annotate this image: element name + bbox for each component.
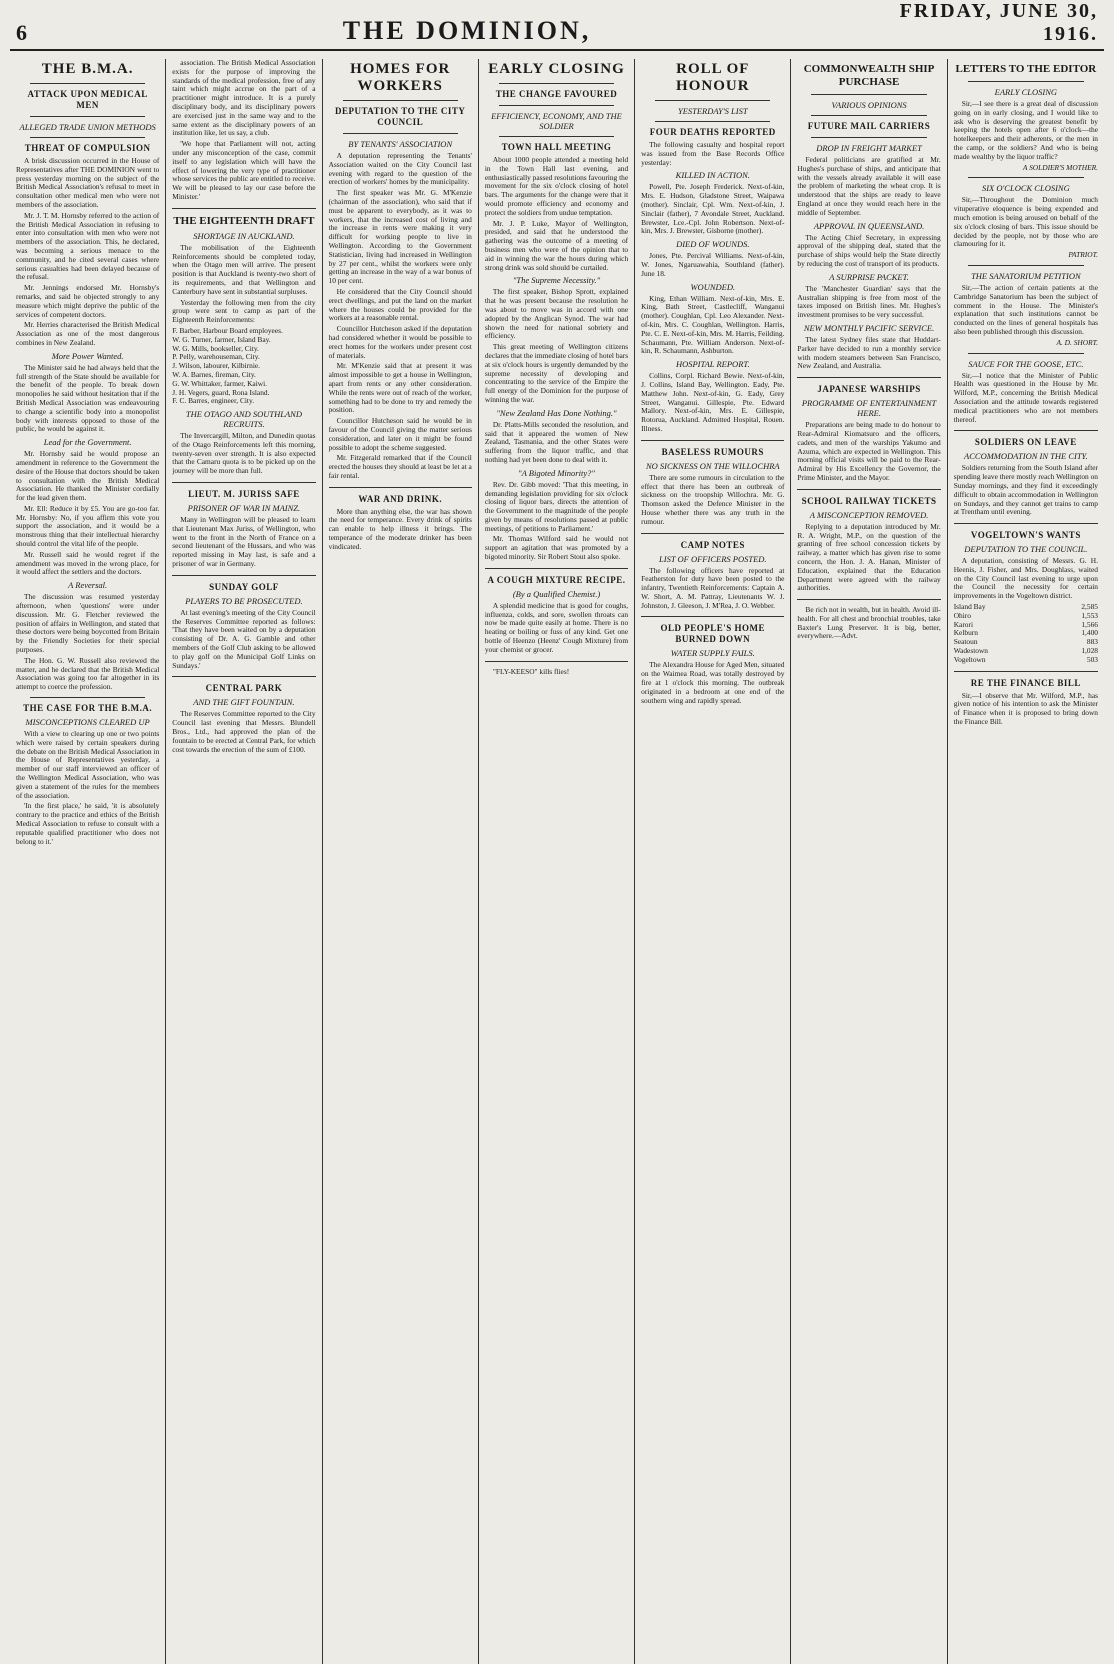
subhead-accommodation: ACCOMMODATION IN THE CITY. — [964, 451, 1088, 462]
page-number: 6 — [16, 20, 27, 45]
article-paragraph: This great meeting of Wellington citizens declares that the immediate closing of hotel bars at six o'clock hours is urgently demanded by the supreme necessity of developing and concentrating to the service of the Empire the full energy of the Dominion for the purpose of winning the war. — [484, 342, 629, 404]
article-paragraph: A deputation representing the Tenants' Association waited on the City Council last evening with regard to the question of the erection of workers' homes by the municipality. — [328, 151, 472, 187]
subhead-sanatorium: THE SANATORIUM PETITION — [971, 270, 1081, 281]
divider — [968, 177, 1084, 178]
headline-cough: A COUGH MIXTURE RECIPE. — [487, 574, 626, 585]
divider — [499, 136, 614, 137]
crosshead: KILLED IN ACTION. — [675, 170, 750, 181]
divider — [641, 616, 784, 617]
headline-finance-bill: RE THE FINANCE BILL — [970, 677, 1081, 688]
divider — [954, 523, 1098, 524]
article-paragraph: The discussion was resumed yesterday afternoon, when 'questions' were under discussion. Mr. G. Fletcher reviewed the position of affairs in Wellington, and stated that these doctors were being boycotted from Britain by the Friendly Societies for their special purposes. — [16, 592, 160, 655]
subhead-water: WATER SUPPLY FAILS. — [670, 648, 755, 659]
article-paragraph: A brisk discussion occurred in the House of Representatives after THE DOMINION went to press yesterday morning on the subject of the British Medical Association's refusal to meet in consultation other medical men who were not members of the association. — [16, 156, 160, 209]
divider — [499, 105, 614, 106]
divider — [968, 353, 1084, 354]
headline-sunday-golf: SUNDAY GOLF — [209, 581, 279, 592]
article-paragraph: The Alexandra House for Aged Men, situated on the Waimea Road, was totally destroyed by fire at 1 o'clock this morning. The outbreak originated in a bedroom at one end of the southern wing and rapidly spread. — [641, 660, 785, 705]
article-paragraph: The latest Sydney files state that Huddart-Parker have decided to run a monthly service with modern steamers between San Francisco, New Zealand, and Australia. — [797, 334, 941, 371]
subhead-prisoner: PRISONER OF WAR IN MAINZ. — [187, 503, 301, 514]
headline-letters: LETTERS TO THE EDITOR — [955, 63, 1097, 75]
advertisement: "FLY-KEESO" kills flies! — [492, 666, 570, 676]
divider — [811, 115, 926, 116]
headline-japanese-warships: JAPANESE WARSHIPS — [817, 384, 921, 395]
letter-signature: A. D. SHORT. — [1056, 337, 1098, 347]
article-paragraph: There are some rumours in circulation to the effect that there has been an outbreak of sickness on the troopship Willochra. Mr. G. Thomson asked the Defence Minister in the House whether there was any truth in the rumour. — [641, 472, 785, 526]
divider — [485, 568, 628, 569]
issue-date: FRIDAY, JUNE 30, 1916. — [899, 0, 1098, 45]
divider — [30, 137, 145, 138]
divider — [499, 83, 614, 84]
table-cell-label: Vogeltown — [953, 654, 986, 664]
subhead-council-deputation: DEPUTATION TO THE COUNCIL. — [964, 544, 1088, 555]
divider — [954, 430, 1098, 431]
subhead-six-oclock: SIX O'CLOCK CLOSING — [981, 183, 1070, 194]
advertisement: Be rich not in wealth, but in health. Avoid ill-health. For all chest and bronchial troubles, take Baxter's Lung Preserver. It is big, better, everywhere.—Advt. — [797, 605, 941, 641]
table-cell-value: 883 — [1086, 637, 1098, 647]
list-item: F. C. Barres, engineer, City. — [172, 396, 255, 406]
subhead-deputation: DEPUTATION TO THE CITY COUNCIL — [334, 106, 466, 127]
letter-paragraph: Sir,—I observe that Mr. Wilford, M.P., has given notice of his intention to ask the Minister of Finance when it is proposed to bring down the Finance Bill. — [953, 690, 1098, 727]
divider — [968, 265, 1084, 266]
table-row — [954, 603, 1098, 612]
table-cell-value: 1,566 — [1081, 619, 1098, 629]
divider — [655, 121, 770, 122]
column-3 — [323, 59, 479, 1664]
divider — [968, 81, 1084, 82]
list-item: W. G. Mills, bookseller, City. — [172, 343, 259, 353]
headline-bma: THE B.M.A. — [41, 61, 134, 77]
divider — [811, 94, 926, 95]
headline-central-park: CENTRAL PARK — [205, 683, 283, 694]
table-cell-value: 1,028 — [1081, 646, 1098, 656]
article-paragraph: Mr. Ell: Reduce it by £5. You are go-too far. Mr. Hornsby: No, if you affirm this vote you support the association, and it would be a monstrous thing that their intellectual hierarchy should control the vital life of the people. — [16, 503, 160, 549]
article-paragraph: The Minister said he had always held that the full strength of the State should be available for the benefit of the people. To break down monopolies he said without hesitation that if the British Medical Association was endeavouring to change a scientific body into a monopolist body with interests opposed to those of the public, he would be against it. — [16, 362, 160, 434]
list-item: F. Barber, Harbour Board employees. — [172, 325, 283, 335]
headline-school-tickets: SCHOOL RAILWAY TICKETS — [801, 495, 937, 506]
subhead-chemist: (By a Qualified Chemist.) — [512, 588, 601, 599]
crosshead: NEW MONTHLY PACIFIC SERVICE. — [803, 322, 935, 333]
article-paragraph: Mr. Fitzgerald remarked that if the Council erected the houses they should at least be let at a fair rental. — [328, 453, 472, 480]
article-paragraph: Rev. Dr. Gibb moved: 'That this meeting, in demanding legislation providing for six o'clock closing of liquor bars, directs the attention of the Government to the magnitude of the people given by means of resolutions passed at public meetings, of petitions to Parliament.' — [484, 479, 629, 533]
divider — [343, 100, 458, 101]
divider — [641, 533, 784, 534]
divider — [30, 83, 145, 84]
article-paragraph: About 1000 people attended a meeting held in the Town Hall last evening, and enthusiastically passed resolutions favouring the movement for the six o'clock closing of hotel bars. The arguments for the change were that it would promote efficiency and economy and protect the soldiers from undue temptation. — [484, 155, 629, 217]
list-item: G. W. Whittaker, farmer, Kaiwi. — [172, 378, 267, 388]
divider — [954, 671, 1098, 672]
divider — [172, 575, 315, 576]
subhead-officers: LIST OF OFFICERS POSTED. — [659, 553, 767, 564]
subhead-prosecuted: PLAYERS TO BE PROSECUTED. — [185, 595, 303, 606]
list-item: P. Pelly, warehouseman, City. — [172, 352, 260, 362]
divider — [30, 116, 145, 117]
table-cell-value: 503 — [1086, 654, 1098, 664]
headline-roll-honour: ROLL OF HONOUR — [676, 61, 750, 94]
newspaper-title: THE DOMINION, — [342, 16, 592, 45]
recruit-list — [172, 327, 315, 406]
headline-vogeltown: VOGELTOWN'S WANTS — [970, 530, 1081, 541]
subhead-four-deaths: FOUR DEATHS REPORTED — [649, 127, 776, 137]
letter-paragraph: Sir,—I see there is a great deal of discussion going on in early closing, and I would like to ask who is deserving the greatest benefit by keeping the hotels open after 6 o'clock—the hotelkeepers and their adherents, or the men in the camp, or the soldiers? And who is being made wealthy by the liquor traffic? — [953, 99, 1098, 161]
table-cell-label: Kelburn — [953, 628, 978, 638]
article-paragraph: Mr. J. T. M. Hornsby referred to the action of the British Medical Association in refusing to enter into consultation with men who were not members of the association. This, he declared, was becoming a serious menace to the community, and he cited several cases where serious casualties had been delayed because of the refusal. — [16, 210, 160, 282]
article-paragraph: Dr. Platts-Mills seconded the resolution, and said that it appeared the women of New Zealand, Tasmania, and the other States were suffering from the liquor traffic, and that nothing had yet been done to deal with it. — [484, 419, 629, 464]
divider — [641, 440, 784, 441]
divider — [172, 676, 315, 677]
letter-paragraph: Sir,—I notice that the Minister of Public Health was questioned in the House by Mr. Wilford, M.P., concerning the British Medical Association and the attitude towards registered medical practitioners who are not members thereof. — [953, 370, 1098, 424]
suburb-table — [954, 603, 1098, 665]
subhead-misconception: A MISCONCEPTION REMOVED. — [809, 509, 929, 520]
article-paragraph: The Reserves Committee reported to the City Council last evening that Messrs. Blundell Bros., Ltd., had approved the plan of the fountain to be erected at Central Park, for which cost towards the erection of the sum of £100. — [172, 709, 316, 754]
column-7 — [948, 59, 1104, 1664]
divider — [172, 208, 315, 209]
subhead-town-hall: TOWN HALL MEETING — [501, 142, 612, 152]
headline-lieut: LIEUT. M. JURISS SAFE — [188, 489, 300, 500]
column-4 — [479, 59, 635, 1664]
article-paragraph: The first speaker was Mr. G. M'Kenzie (chairman of the association), who said that if must be apparent to everybody, as it was to workers, that the increased cost of living and the increase in rents were making it very difficult for working people to live in Wellington. According to the Government Statistician, living had increased in Wellington by 27 per cent., whilst the workers were only getting an increase in the way of a war bonus of 10 per cent. — [328, 188, 472, 286]
article-paragraph: A splendid medicine that is good for coughs, influenza, colds, and sore, swollen throats can now be made quite easily at home. There is no heating or boiling or fuss of any kind. Get one bottle of Heenzo (Heenz' Cough Mixture) from your chemist or grocer. — [484, 600, 629, 654]
subhead-early-closing: EARLY CLOSING — [994, 87, 1058, 97]
subhead-shortage: SHORTAGE IN AUCKLAND. — [193, 230, 295, 241]
letter-signature: PATRIOT. — [1068, 250, 1098, 260]
article-paragraph: The 'Manchester Guardian' says that the Australian shipping is free from most of the taxes imposed on British lines. Mr. Hughes's investment promises to be very successful. — [797, 283, 941, 320]
divider — [329, 487, 472, 488]
list-item: W. A. Barnes, fireman, City. — [172, 369, 256, 379]
subhead-otago: THE OTAGO AND SOUTHLAND RECRUITS. — [185, 409, 302, 430]
article-paragraph: Councillor Hutcheson said he would be in favour of the Council giving the matter serious consideration, and later on it might be found possible to adopt the scheme suggested. — [328, 416, 472, 452]
table-cell-label: Karori — [953, 619, 973, 629]
table-row — [954, 656, 1098, 665]
article-paragraph: Councillor Hutcheson asked if the deputation had considered whether it would be possible to erect homes for the workers under present cost of materials. — [328, 324, 472, 360]
crosshead: Lead for the Government. — [43, 437, 132, 448]
article-paragraph: 'We hope that Parliament will not, acting under any misconception of the case, commit itself to any legislation which will have the effect of lowering the very type of practitioner whose services the public are entitled to receive. We will be pleased to lay our case before the Minister.' — [172, 139, 316, 201]
table-cell-label: Island Bay — [953, 602, 986, 612]
article-paragraph: Mr. Russell said he would regret if the amendment was moved in the wrong place, for it would affect the settlers and the doctors. — [16, 549, 160, 577]
article-paragraph: Mr. Herries characterised the British Medical Association as one of the most dangerous combines in New Zealand. — [16, 320, 160, 347]
article-paragraph: Powell, Pte. Joseph Frederick. Next-of-kin, Mrs. E. Hudson, Gladstone Street, Waipawa (mother). Sinclair, Cpl. Wm. Next-of-kin, J. Sinclair (father), 7 Avondale Street, Auckland. Brewster, Lce.-Cpl. John Robertson. Next-of-kin, Mrs. J. Brewster, Gisborne (mother). — [641, 182, 785, 236]
subhead-sauce: SAUCE FOR THE GOOSE, ETC. — [968, 358, 1084, 369]
article-paragraph: The following officers have reported at Featherston for duty have been posted to the infantry, Twentieth Reinforcements: Captain A. W. Short, A. M. Pattray, Lieutenants W. J. Johnston, J. Gleeson, J. M'Rea, J. O. Webber. — [641, 565, 785, 610]
columns — [10, 59, 1104, 1664]
subhead-willochra: NO SICKNESS ON THE WILLOCHRA — [645, 460, 780, 471]
table-cell-value: 1,553 — [1081, 610, 1098, 620]
article-paragraph: Mr. Hornsby said he would propose an amendment in reference to the Government the desire of the House that doctors should be taken to consultation with the British Medical Association. He thanked the Minister cordially for the lead given them. — [16, 449, 160, 503]
headline-camp-notes: CAMP NOTES — [680, 539, 745, 550]
divider — [655, 100, 770, 101]
masthead — [10, 0, 1104, 51]
subhead-freight: DROP IN FREIGHT MARKET — [816, 143, 922, 153]
headline-baseless: BASELESS RUMOURS — [661, 446, 764, 457]
article-paragraph: Many in Wellington will be pleased to learn that Lieutenant Max Juriss, of Wellington, who went to the front in the North of France on a second lieutenant of the Hussars, and who was reported missing in May last, is safe and a prisoner of war in Germany. — [172, 515, 316, 569]
article-paragraph: Yesterday the following men from the city group were sent to camp as part of the Eighteenth Reinforcements: — [172, 297, 316, 325]
article-paragraph: 'In the first place,' he said, 'it is absolutely contrary to the practice and ethics of the British Medical Association to refuse to consult with a reputable qualified practitioner who does not belong to it.' — [16, 801, 160, 846]
divider — [797, 599, 940, 600]
article-paragraph: The following casualty and hospital report was issued from the Base Records Office yesterday: — [641, 140, 785, 167]
article-paragraph: At last evening's meeting of the City Council the Reserves Committee reported as follows: 'That they have been waited on by a deputation consisting of Dr. A. G. Gamble and other members of the Golf Club asking to be allowed to play golf on the Municipal Golf Links on Sundays.' — [172, 607, 316, 670]
article-paragraph: King, Ethan William. Next-of-kin, Mrs. E. King, Bath Street, Castlecliff, Wanganui (mother). Coughlan, Cpl. Leo Alexander. Next-of-kin, Mrs. C. Coughlan, Wellington. Harris, Pte. C. E. Next-of-kin, Mrs. M. Harris, Feilding. Schaumann, Pte. William Anderson. Next-of-kin, R. Schaumann, Ashburton. — [641, 293, 785, 356]
article-paragraph: association. The British Medical Association exists for the purpose of improving the standards of the medical profession, free of any taint which might accrue on the part of a practitioner might introduce. It is a purely disciplinary body, and its disciplinary powers are exercised just in the same way and to the same extent as the disciplinary powers of an institution like, let us say, a club. — [172, 59, 316, 138]
subhead-tenants: BY TENANTS' ASSOCIATION — [348, 139, 453, 149]
article-paragraph: The Acting Chief Secretary, in expressing approval of the shipping deal, stated that the purchase of ships would help the State directly by reducing the cost of transport of its products. — [797, 232, 941, 268]
article-paragraph: Mr. Jennings endorsed Mr. Hornsby's remarks, and said he objected strongly to any measure which might deprive the public of the services of competent doctors. — [16, 283, 160, 319]
article-paragraph: A deputation, consisting of Messrs. G. H. Heenis, J. Fisher, and Mrs. Doughlass, waited on the City Council last evening to urge upon the Council the necessity for certain improvements in the Vogeltown district. — [953, 556, 1098, 601]
column-2 — [166, 59, 322, 1664]
article-paragraph: Replying to a deputation introduced by Mr. R. A. Wright, M.P., on the question of the granting of free school concession tickets by railway, a matter which has given rise to some concern, the Hon. J. A. Hanan, Minister of Education, explained that the Education Department were agreed with the railway authorities. — [797, 521, 941, 593]
crosshead: "A Bigoted Minority?" — [518, 467, 595, 478]
list-item: J. Wilson, labourer, Kilbirnie. — [172, 361, 261, 371]
crosshead: A SURPRISE PACKET. — [829, 271, 909, 282]
article-paragraph: The mobilisation of the Eighteenth Reinforcements should be completed today, when the Otago men will arrive. The present position is that Auckland is twenty-two short of its requirements, and that Wellington and Canterbury have sent in substantial surpluses. — [172, 242, 316, 296]
crosshead: WOUNDED. — [690, 281, 736, 292]
table-cell-label: Ohiro — [953, 610, 971, 620]
crosshead: "The Supreme Necessity." — [512, 275, 601, 286]
subhead-trade-union: ALLEGED TRADE UNION METHODS — [19, 122, 156, 132]
subhead-change: THE CHANGE FAVOURED — [495, 89, 618, 99]
article-paragraph: The Invercargill, Milton, and Dunedin quotas of the Otago Reinforcements left this morning, twenty-seven over strength. It is also expected that the Camaru quota is to be picked up on the journey will be more than full. — [172, 431, 316, 476]
divider — [172, 482, 315, 483]
divider — [485, 661, 628, 662]
headline-early-closing: EARLY CLOSING — [488, 61, 625, 77]
headline-case-bma: THE CASE FOR THE B.M.A. — [23, 703, 153, 714]
list-item: W. G. Turner, farmer, Island Bay. — [172, 334, 271, 344]
table-cell-label: Seatoun — [953, 637, 978, 647]
table-row — [954, 612, 1098, 621]
subhead-opinions: VARIOUS OPINIONS — [831, 100, 907, 110]
table-cell-label: Wadestown — [953, 646, 988, 656]
article-paragraph: Federal politicians are gratified at Mr. Hughes's purchase of ships, and anticipate that with the vessels already available it will ease the problem of marketing the wheat crop. It is understood that the ships are ready to leave England at once they would reach here in the middle of September. — [797, 155, 941, 217]
headline-commonwealth: COMMONWEALTH SHIP PURCHASE — [803, 63, 935, 88]
headline-old-peoples-home: OLD PEOPLE'S HOME BURNED DOWN — [660, 623, 766, 645]
column-6 — [791, 59, 947, 1664]
headline-homes-workers: HOMES FOR WORKERS — [350, 61, 451, 94]
article-paragraph: More than anything else, the war has shown the need for temperance. Every drink of spirits can enable to help illness it brings. The temperance of the moderate drinker has been vindicated. — [328, 506, 472, 551]
article-paragraph: Mr. Thomas Wilford said he would not support an agitation that was promoted by a bigoted minority. Sir Robert Stout also spoke. — [484, 534, 629, 562]
article-paragraph: The first speaker, Bishop Sprott, explained that he was present because the resolution he was about to move was in accord with one adopted by the Anglican Synod. The war had shown the need for national sobriety and efficiency. — [484, 287, 629, 341]
letter-paragraph: Sir,—Throughout the Dominion much vituperative eloquence is being expended and much emotion is being aroused on behalf of the six o'clock closing of bars. This issue should be decided by the people, not by those who are clamouring for it. — [953, 195, 1098, 249]
divider — [797, 377, 940, 378]
crosshead: "New Zealand Has Done Nothing." — [496, 407, 617, 418]
crosshead: More Power Wanted. — [51, 350, 124, 361]
headline-war-drink: WAR AND DRINK. — [358, 493, 443, 504]
subhead-mail-carriers: FUTURE MAIL CARRIERS — [807, 121, 931, 131]
list-item: J. H. Vegers, guard, Rona Island. — [172, 387, 270, 397]
article-paragraph: Collins, Corpl. Richard Bewie. Next-of-kin, J. Collins, Island Bay, Wellington. Eady, Pte. Matthew John. Next-of-kin, G. Eady, Grey Street, Wanganui. Gillespie, Pte. Edward Mallory. Next-of-kin, Mrs. E. Gillespie, Rotorua, Auckland. Admitted Hospital, Rouen. Illness. — [641, 371, 785, 433]
subhead-entertainment: PROGRAMME OF ENTERTAINMENT HERE. — [801, 398, 937, 419]
letter-signature: A SOLDIER'S MOTHER. — [1022, 162, 1098, 172]
article-paragraph: Mr. J. P. Luke, Mayor of Wellington, presided, and said that he understood the gathering was the outcome of a meeting of business men who were of the opinion that to aid in winning the war the hours during which strong drink was sold should be curtailed. — [484, 218, 629, 272]
article-paragraph: Soldiers returning from the South Island after spending leave there mostly reach Wellington on Sunday mornings, and they find it exceedingly difficult to obtain accommodation in Wellington on Sundays, and they cannot get trains to camp at Trentham until evening. — [953, 463, 1098, 517]
article-paragraph: Preparations are being made to do honour to Rear-Admiral Kiomatsuro and the officers, cadets, and men of the warships Yakumo and Azuma, which are expected in Wellington. This morning official visits will be paid to the Rear-Admiral by His Excellency the Governor, the Prime Minister, and the Mayor. — [797, 420, 941, 482]
crosshead: A Reversal. — [68, 580, 108, 591]
crosshead: DIED OF WOUNDS. — [676, 239, 750, 250]
subhead-compulsion: THREAT OF COMPULSION — [24, 143, 151, 153]
crosshead: APPROVAL IN QUEENSLAND. — [813, 220, 925, 231]
article-paragraph: The Hon. G. W. Russell also reviewed the matter, and he declared that the British Medical Association was going too far altogether in its attempt to coerce the profession. — [16, 655, 160, 692]
table-cell-value: 1,400 — [1081, 628, 1098, 638]
subhead-efficiency: EFFICIENCY, ECONOMY, AND THE SOLDIER — [491, 111, 622, 131]
table-cell-value: 2,585 — [1081, 602, 1098, 612]
crosshead: HOSPITAL REPORT. — [675, 359, 750, 370]
article-paragraph: Jones, Pte. Percival Williams. Next-of-kin, W. Jones, Ngaruawahia, Southland (father). June 18. — [641, 251, 785, 278]
article-paragraph: Mr. M'Kenzie said that at present it was almost impossible to get a house in Wellington, apart from rents or any other consideration. While the rents were out of reach of the worker, something had to be done to try and remedy the position. — [328, 361, 472, 415]
letter-paragraph: Sir,—The action of certain patients at the Cambridge Sanatorium has been the subject of comment in the House. The Minister's explanation that such institutions cannot be conducted on the lines of general hospitals has also been published through this discussion. — [953, 282, 1098, 336]
divider — [343, 133, 458, 134]
divider — [30, 697, 145, 698]
divider — [797, 489, 940, 490]
headline-soldiers-leave: SOLDIERS ON LEAVE — [974, 437, 1077, 448]
subhead-attack: ATTACK UPON MEDICAL MEN — [27, 89, 148, 110]
column-1 — [10, 59, 166, 1664]
article-paragraph: He considered that the City Council should erect dwellings, and put the land on the market where the houses could be provided for the workers at a reasonable rental. — [328, 286, 472, 323]
article-paragraph: With a view to clearing up one or two points which were raised by certain speakers during the debate on the British Medical Association in the House of Representatives yesterday, a member of our staff interviewed an officer of the Wellington Medical Association, who was given a statement of the rules for the members of the association. — [16, 729, 160, 800]
subhead-fountain: AND THE GIFT FOUNTAIN. — [193, 697, 295, 708]
divider — [811, 137, 926, 138]
column-5 — [635, 59, 791, 1664]
subhead-yesterday: YESTERDAY'S LIST — [677, 106, 748, 116]
headline-draft: THE EIGHTEENTH DRAFT — [173, 214, 315, 227]
subhead-misconceptions: MISCONCEPTIONS CLEARED UP — [25, 717, 150, 728]
